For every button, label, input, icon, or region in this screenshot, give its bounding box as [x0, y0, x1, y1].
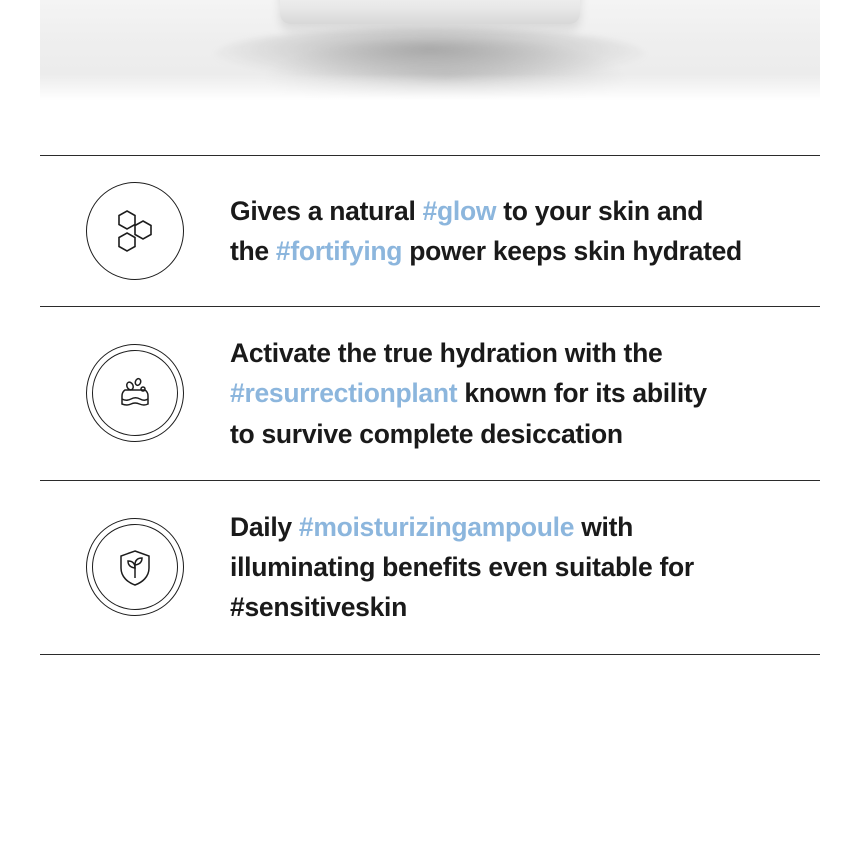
- hashtag-highlight: #fortifying: [275, 236, 403, 266]
- feature-text-line: [230, 507, 810, 547]
- hashtag-highlight: #resurrectionplant: [230, 378, 458, 409]
- text-run: to your skin and: [496, 195, 704, 226]
- divider: [40, 654, 820, 655]
- feature-text-line: [230, 231, 810, 271]
- water-droplet-plant-icon: [86, 344, 184, 442]
- feature-text-line: [230, 414, 810, 454]
- feature-icon-cell: [40, 518, 230, 616]
- feature-text-line: [230, 547, 810, 587]
- text-run: the: [230, 236, 276, 266]
- text-run: illuminating benefits even suitable for: [230, 552, 694, 583]
- hashtag-highlight: #moisturizingampoule: [298, 511, 575, 542]
- feature-icon-cell: [40, 344, 230, 442]
- text-run: #sensitiveskin: [230, 592, 407, 623]
- feature-text: [230, 507, 810, 628]
- feature-text: [230, 191, 810, 272]
- text-run: known for its ability: [457, 378, 707, 409]
- text-run: Activate the true hydration with the: [230, 338, 663, 368]
- product-jar: [280, 0, 580, 24]
- shield-leaf-icon: [86, 518, 184, 616]
- feature-item: [40, 307, 820, 480]
- feature-text-line: [230, 333, 810, 373]
- feature-text-cell: [230, 507, 820, 628]
- text-run: with: [574, 511, 633, 542]
- hashtag-highlight: #glow: [422, 195, 497, 226]
- feature-text-line: [230, 373, 810, 413]
- hero-fade: [40, 74, 820, 100]
- feature-text-cell: [230, 333, 820, 454]
- text-run: power keeps skin hydrated: [402, 236, 742, 266]
- feature-item: [40, 156, 820, 306]
- jar-shadow: [215, 28, 645, 80]
- text-run: to survive complete desiccation: [230, 418, 623, 449]
- feature-text-line: [230, 191, 810, 231]
- feature-item: [40, 481, 820, 654]
- feature-text-line: [230, 587, 810, 627]
- feature-icon-cell: [40, 182, 230, 280]
- feature-list: [40, 155, 820, 655]
- feature-text-cell: [230, 191, 820, 272]
- product-hero-image: [40, 0, 820, 100]
- text-run: Gives a natural: [230, 195, 423, 226]
- text-run: Daily: [230, 511, 299, 542]
- hexagon-cells-icon: [86, 182, 184, 280]
- feature-text: [230, 333, 810, 454]
